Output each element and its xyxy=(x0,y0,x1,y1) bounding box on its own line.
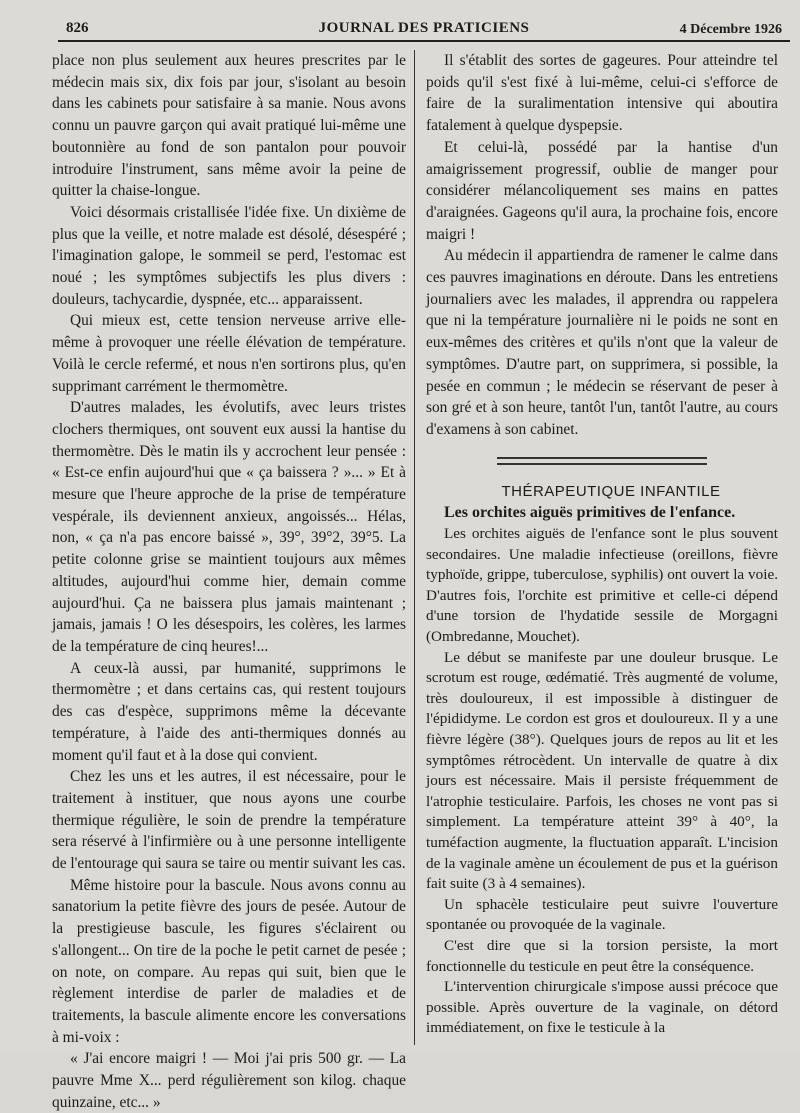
paragraph: Il s'établit des sortes de gageures. Pour atteindre tel poids qu'il s'est fixé à lui-même, celui-ci s'efforce de faire de la suralimentation intensive qui aboutira fatalement à quelque dyspepsie. xyxy=(426,52,778,135)
column-divider xyxy=(414,50,415,1045)
paragraph: Et celui-là, possédé par la hantise d'un amaigrissement progressif, oublie de manger pour considérer mélancoliquement ses mains en pattes d'araignées. Gageons qu'il aura, la prochaine fois, encore maigri ! xyxy=(426,138,778,243)
paragraph: C'est dire que si la torsion persiste, la mort fonctionnelle du testicule en peut être la conséquence. xyxy=(426,936,778,975)
paragraph: L'intervention chirurgicale s'impose aussi précoce que possible. Après ouverture de la vaginale, on détord immédiatement, on fixe le testicule à la xyxy=(426,978,778,1037)
paragraph: Les orchites aiguës de l'enfance sont le plus souvent secondaires. Une maladie infectieuse (oreillons, fièvre typhoïde, grippe, tuberculose, syphilis) ont ouvert la voie. D'autres fois, l'orchite est primitive et celle-ci dépend d'une torsion de l'hydatide sessile de Morgagni (Ombredanne, Mouchet). xyxy=(426,525,778,646)
article-title: Les orchites aiguës primitives de l'enfance. xyxy=(444,504,736,522)
paragraph: Au médecin il appartiendra de ramener le calme dans ces pauvres imaginations en déroute. Dans les entretiens journaliers avec les malades, il apprendra ou rappelera que ni la température journalière ni le poids ne sont en eux-mêmes des critères et qu'ils n'ont que la valeur de symptômes. D'autre part, on supprimera, si possible, la pesée en commun ; le médecin se réservant de peser à son gré et à son heure, tantôt l'un, tantôt l'autre, au cours d'examens à son cabinet. xyxy=(426,247,778,438)
paragraph: Qui mieux est, cette tension nerveuse arrive elle-même à provoquer une réelle élévation de température. Voilà le cercle refermé, et nous n'en sortirons plus, qu'en supprimant carrément le thermomètre. xyxy=(52,312,406,395)
paragraph: place non plus seulement aux heures prescrites par le médecin mais six, dix fois par jour, s'isolant au besoin dans les cabinets pour satisfaire à sa manie. Nous avons connu un pauvre garçon qui avait pratiqué lui-même une boutonnière au fond de son pantalon pour pouvoir introduire l'instrument, sans même avoir la peine de quitter la chaise-longue. xyxy=(52,52,406,200)
page-number: 826 xyxy=(66,20,89,36)
left-column xyxy=(52,50,406,1113)
header-rule xyxy=(58,40,790,42)
page-header xyxy=(66,18,782,40)
paragraph: Voici désormais cristallisée l'idée fixe. Un dixième de plus que la veille, et notre malade est désolé, désespéré ; l'imagination galope, le sommeil se perd, l'estomac est noué ; les symptômes subjectifs les plus divers : douleurs, tachycardie, dyspnée, etc... apparaissent. xyxy=(52,203,406,308)
paragraph: D'autres malades, les évolutifs, avec leurs tristes clochers thermiques, ont souvent eux aussi la hantise du thermomètre. Dès le matin ils y accrochent leur pensée : « Est-ce enfin aujourd'hui que « ça baissera ? »... » Et à mesure que l'heure approche de la prise de température vespérale, ils deviennent anxieux, angoissés... Hélas, non, « ça n'a pas encore baissé », 39°, 39°2, 39°5. La petite colonne grise se maintient toujours aux mêmes altitudes, aujourd'hui comme hier, demain comme aujourd'hui. Ça ne baissera plus jamais maintenant ; jamais, jamais ! O les désespoirs, les colères, les larmes de la température de cinq heures!... xyxy=(52,399,406,655)
article-body xyxy=(426,524,778,1039)
section-title: THÉRAPEUTIQUE INFANTILE xyxy=(501,482,721,500)
paragraph: Même histoire pour la bascule. Nous avons connu au sanatorium la petite fièvre des jours de pesée. Autour de la prestigieuse bascule, les figures s'éclairent ou s'allongent... On tire de la poche le petit carnet de pesée ; on note, on compare. Au repas qui suit, bien que le règlement interdise de parler de maladies et de traitements, la bascule alimente encore les conversations à mi-voix : xyxy=(52,876,406,1046)
section-separator xyxy=(497,457,707,465)
right-column xyxy=(426,50,778,1039)
paragraph: « J'ai encore maigri ! — Moi j'ai pris 500 gr. — La pauvre Mme X... perd régulièrement son kilog. chaque quinzaine, etc... » xyxy=(52,1050,406,1111)
issue-date: 4 Décembre 1926 xyxy=(679,22,782,37)
paragraph: Chez les uns et les autres, il est nécessaire, pour le traitement à instituer, que nous ayons une courbe thermique régulière, le soin de prendre la température sera réservé à l'infirmière ou à une personne intelligente de l'entourage qui saura se taire ou mentir suivant les cas. xyxy=(52,768,406,873)
journal-title: JOURNAL DES PRATICIENS xyxy=(318,20,530,36)
paragraph: Un sphacèle testiculaire peut suivre l'ouverture spontanée ou provoquée de la vaginale. xyxy=(426,895,778,934)
paragraph: Le début se manifeste par une douleur brusque. Le scrotum est rouge, œdématié. Très augmenté de volume, très douloureux, il est impossible à distinguer de l'épididyme. Le cordon est gros et douloureux. Il y a une fièvre légère (38°). Quelques jours de repos au lit et les symptômes rétrocèdent. Un intervalle de quatre à dix jours est nécessaire. Mais il persiste fréquemment de l'atrophie testiculaire. Parfois, les choses ne vont pas si simplement. La température atteint 39° à 40°, la tuméfaction augmente, la fluctuation apparaît. L'incision de la vaginale amène un écoulement de pus et la guérison fait suite (3 à 4 semaines). xyxy=(426,648,778,893)
paragraph: A ceux-là aussi, par humanité, supprimons le thermomètre ; et dans certains cas, qui restent toujours des cas d'espèce, supprimons même la décevante température, à l'aide des anti-thermiques donnés au moment qu'il faut et à la dose qui convient. xyxy=(52,659,406,764)
